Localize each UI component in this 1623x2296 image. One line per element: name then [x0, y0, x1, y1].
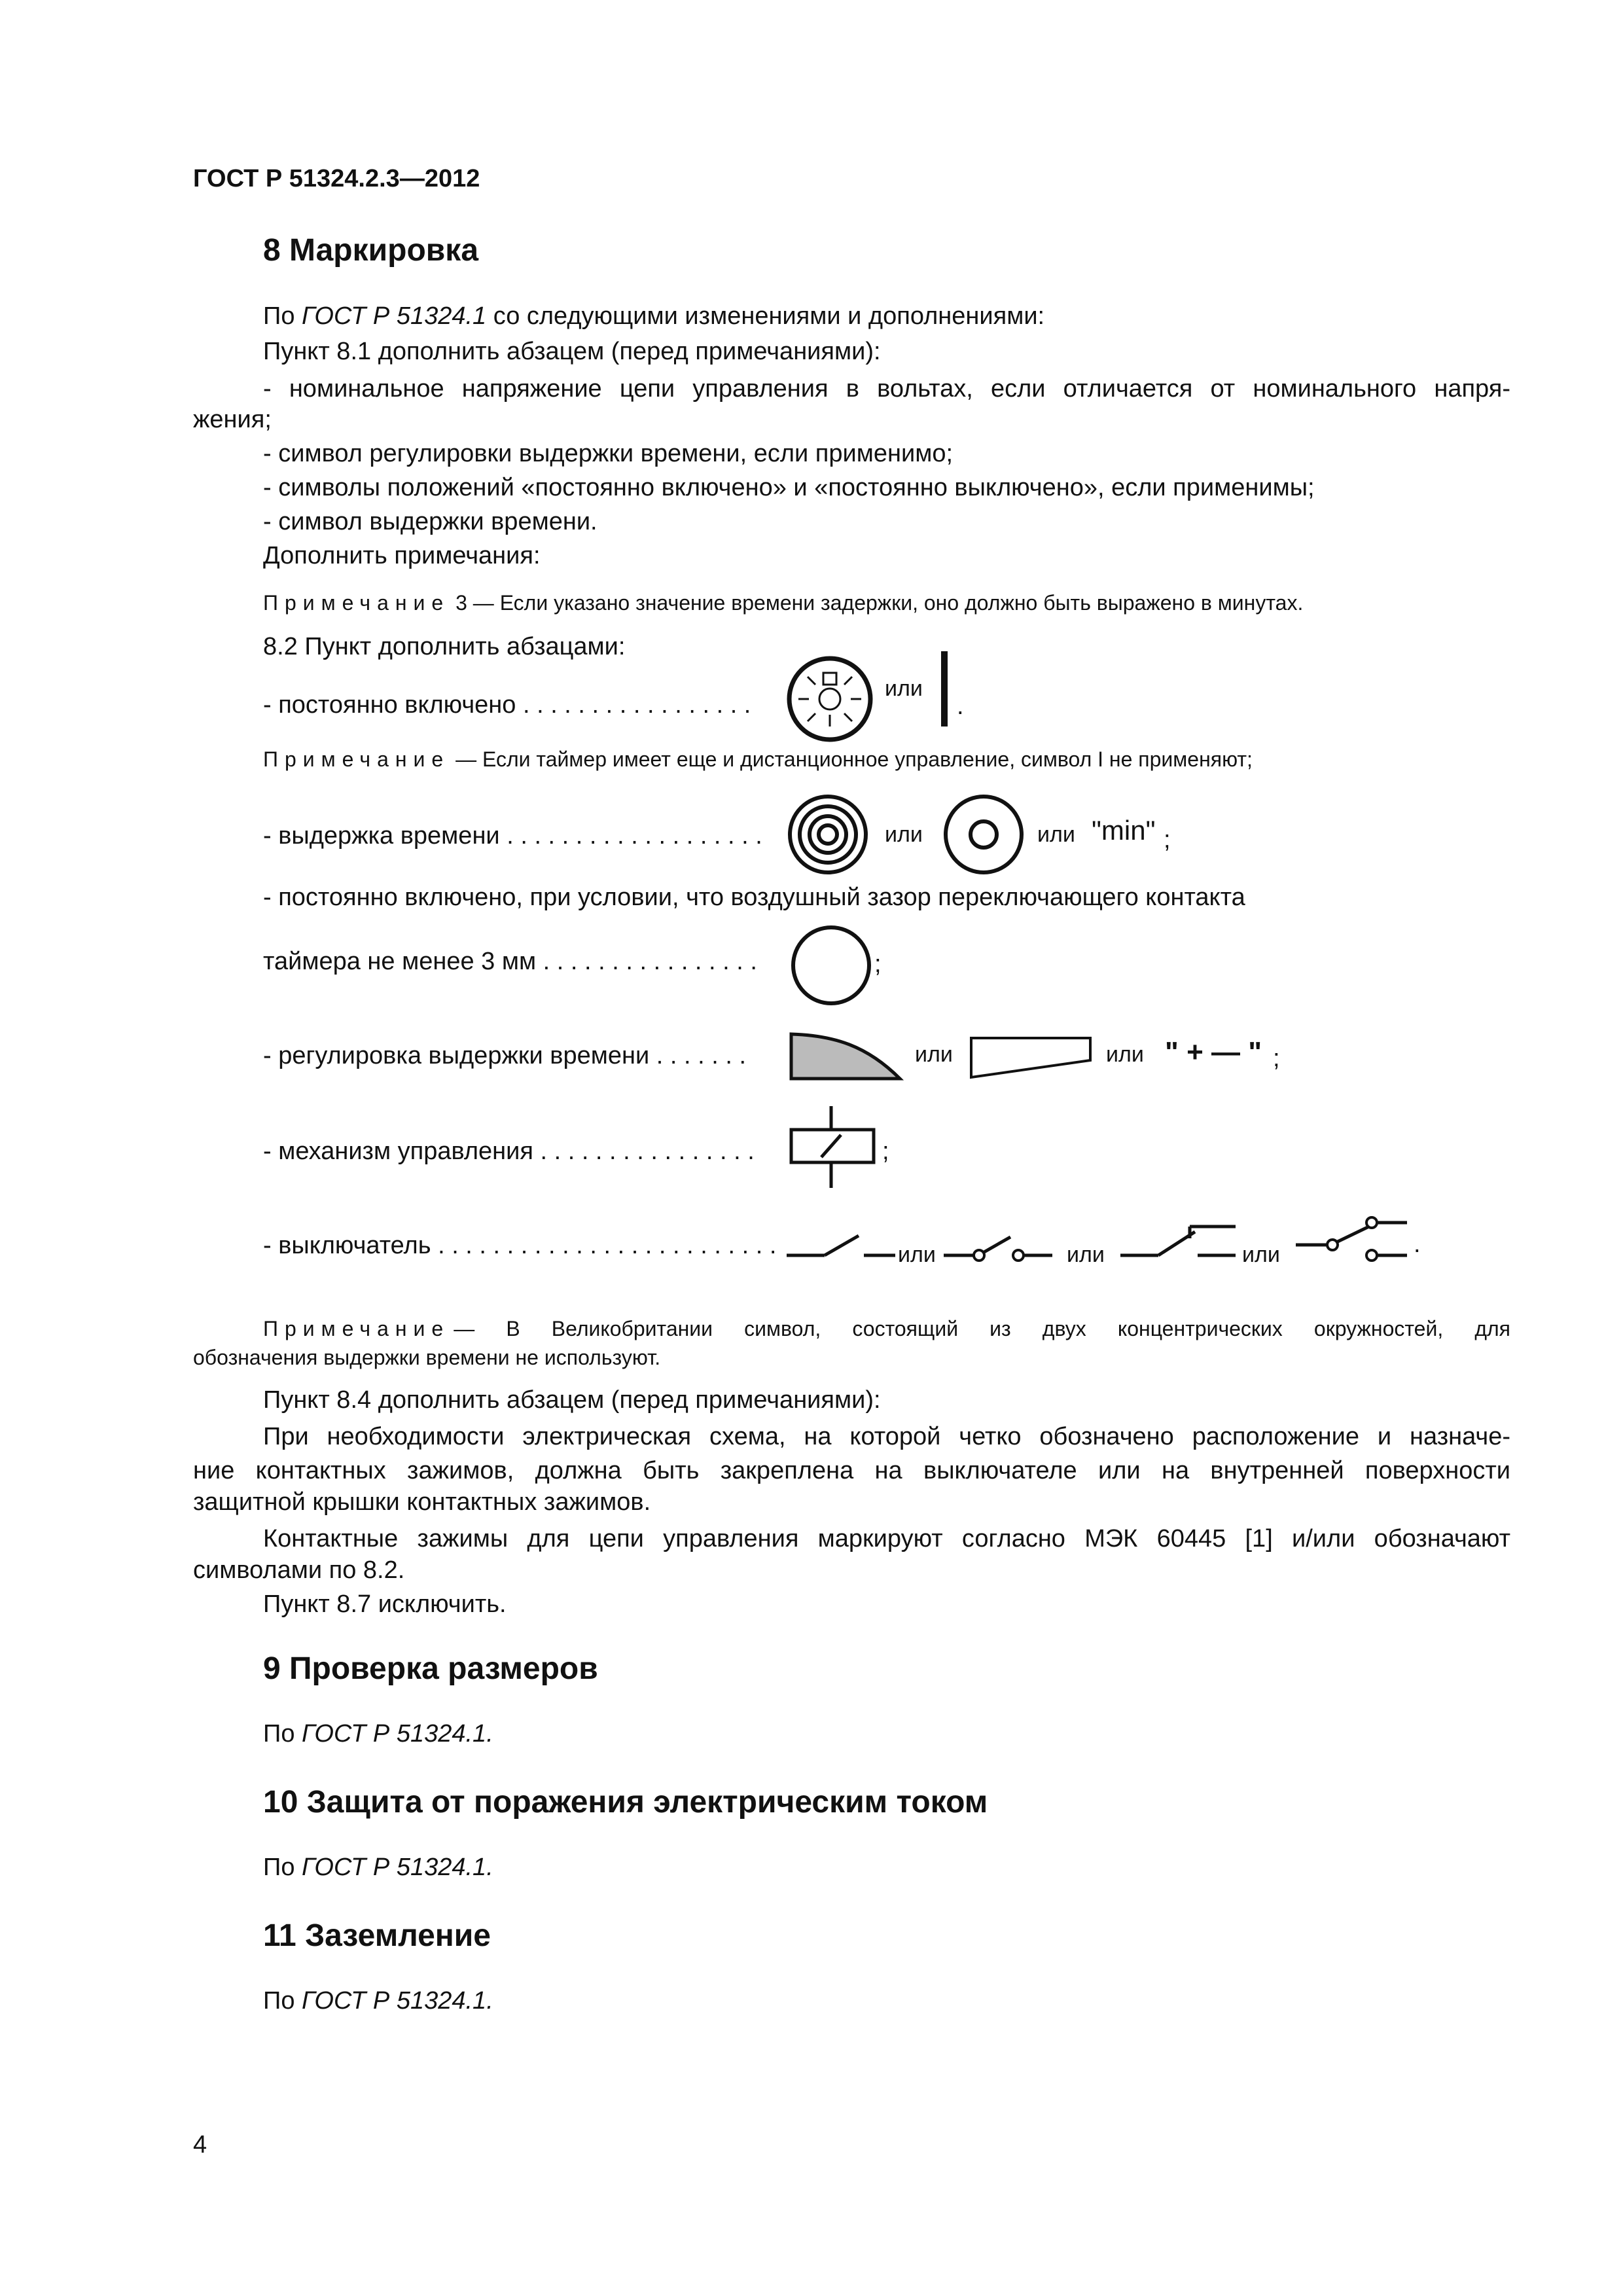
sym-on-label: - постоянно включено . . . . . . . . . . . . . . . . .	[263, 691, 751, 719]
switch-terminals-icon	[942, 1224, 1054, 1263]
relay-coil-icon	[789, 1106, 880, 1191]
page-number: 4	[193, 2131, 207, 2159]
para1-line1: При необходимости электрическая схема, на которой четко обозначено расположение и назначе-	[263, 1423, 1510, 1450]
note-remote-text: — Если таймер имеет еще и дистанционное управление, символ I не применяют;	[450, 747, 1253, 771]
intro-ref: ГОСТ Р 51324.1	[302, 302, 487, 330]
min-text: "min"	[1092, 815, 1156, 846]
or-label-5: или	[1106, 1042, 1144, 1067]
period-2: .	[1414, 1230, 1421, 1258]
intro-line	[263, 302, 1044, 331]
semicolon-1: ;	[1164, 826, 1171, 853]
p87-line: Пункт 8.7 исключить.	[263, 1590, 507, 1618]
p81-line: Пункт 8.1 дополнить абзацем (перед примечаниями):	[263, 338, 881, 365]
circle-icon	[789, 923, 874, 1008]
semicolon-3: ;	[1273, 1045, 1280, 1072]
sun-circle-icon	[785, 655, 877, 746]
double-circle-icon	[942, 793, 1027, 878]
p82-line: 8.2 Пункт дополнить абзацами:	[263, 633, 626, 660]
adjust-wedge-filled-icon	[789, 1031, 906, 1084]
document-code: ГОСТ Р 51324.2.3—2012	[193, 165, 480, 192]
item4: - символ выдержки времени.	[263, 508, 597, 535]
sym-switch-label: - выключатель . . . . . . . . . . . . . . . . . . . . . . . . .	[263, 1232, 777, 1259]
or-label-1: или	[885, 676, 923, 701]
note-uk-line2: обозначения выдержки времени не используют.	[193, 1346, 661, 1369]
or-label-8: или	[1242, 1242, 1280, 1267]
section-9-prefix: По	[263, 1720, 302, 1748]
note-remote-label: Примечание	[263, 747, 450, 771]
section-11-prefix: По	[263, 1987, 302, 2015]
section-11-body	[263, 1987, 493, 2015]
section-11-ref: ГОСТ Р 51324.1.	[302, 1987, 493, 2015]
or-label-4: или	[915, 1042, 953, 1067]
section-11-title: 11 Заземление	[263, 1918, 491, 1953]
or-label-7: или	[1067, 1242, 1105, 1267]
section-9-body	[263, 1720, 493, 1748]
semicolon-4: ;	[882, 1138, 889, 1165]
or-label-2: или	[885, 822, 923, 847]
section-10-ref: ГОСТ Р 51324.1.	[302, 1854, 493, 1881]
switch-changeover-terminals-icon	[1294, 1212, 1412, 1265]
note-uk-label: Примечание	[263, 1317, 450, 1340]
or-label-6: или	[898, 1242, 936, 1267]
sym-mechanism-label: - механизм управления . . . . . . . . . . . . . . . .	[263, 1138, 755, 1165]
section-9-ref: ГОСТ Р 51324.1.	[302, 1720, 493, 1748]
note-3	[263, 591, 1303, 615]
semicolon-2: ;	[874, 950, 882, 978]
item1-line2: жения;	[193, 406, 272, 433]
item3: - символы положений «постоянно включено» и «постоянно выключено», если применимы;	[263, 474, 1315, 501]
or-label-3: или	[1037, 822, 1075, 847]
sym-gap-line1: - постоянно включено, при условии, что воздушный зазор переключающего контакта	[263, 884, 1245, 911]
adjust-wedge-outline-icon	[969, 1034, 1093, 1080]
para1-line2: ние контактных зажимов, должна быть закреплена на выключателе или на внутренней поверхности	[193, 1457, 1510, 1484]
p84-line: Пункт 8.4 дополнить абзацем (перед примечаниями):	[263, 1386, 881, 1414]
intro-prefix: По	[263, 302, 302, 330]
add-notes: Дополнить примечания:	[263, 542, 541, 569]
switch-changeover-icon	[1119, 1219, 1237, 1265]
intro-suffix: со следующими изменениями и дополнениями:	[486, 302, 1045, 330]
note-3-text: 3 — Если указано значение времени задержки, оно должно быть выражено в минутах.	[450, 591, 1304, 615]
section-10-title: 10 Защита от поражения электрическим током	[263, 1785, 988, 1820]
concentric-circles-icon	[785, 792, 870, 877]
note-remote	[263, 747, 1253, 772]
vertical-bar-icon	[936, 651, 955, 730]
sym-delay-label: - выдержка времени . . . . . . . . . . . . . . . . . . .	[263, 822, 762, 850]
sym-gap-line2: таймера не менее 3 мм . . . . . . . . . . . . . . . .	[263, 948, 757, 975]
item2: - символ регулировки выдержки времени, если применимо;	[263, 440, 954, 467]
para1-line3: защитной крышки контактных зажимов.	[193, 1488, 651, 1516]
note-uk-text: — В Великобритании символ, состоящий из двух концентрических окружностей, для	[454, 1317, 1510, 1340]
section-9-title: 9 Проверка размеров	[263, 1651, 598, 1686]
para2-line1: Контактные зажимы для цепи управления маркируют согласно МЭК 60445 [1] и/или обозначают	[263, 1525, 1510, 1552]
note-3-label: Примечание	[263, 591, 450, 615]
section-10-prefix: По	[263, 1854, 302, 1881]
note-uk-line1	[263, 1317, 1510, 1341]
para2-line2: символами по 8.2.	[193, 1556, 405, 1584]
plus-minus-text: " + — "	[1165, 1036, 1262, 1068]
switch-contact-icon	[785, 1224, 897, 1263]
item1-line1: - номинальное напряжение цепи управления в вольтах, если отличается от номинального напря-	[263, 375, 1510, 403]
period-1: .	[957, 692, 964, 720]
section-8-title: 8 Маркировка	[263, 233, 479, 268]
sym-adjust-label: - регулировка выдержки времени . . . . . . .	[263, 1042, 747, 1069]
section-10-body	[263, 1854, 493, 1882]
